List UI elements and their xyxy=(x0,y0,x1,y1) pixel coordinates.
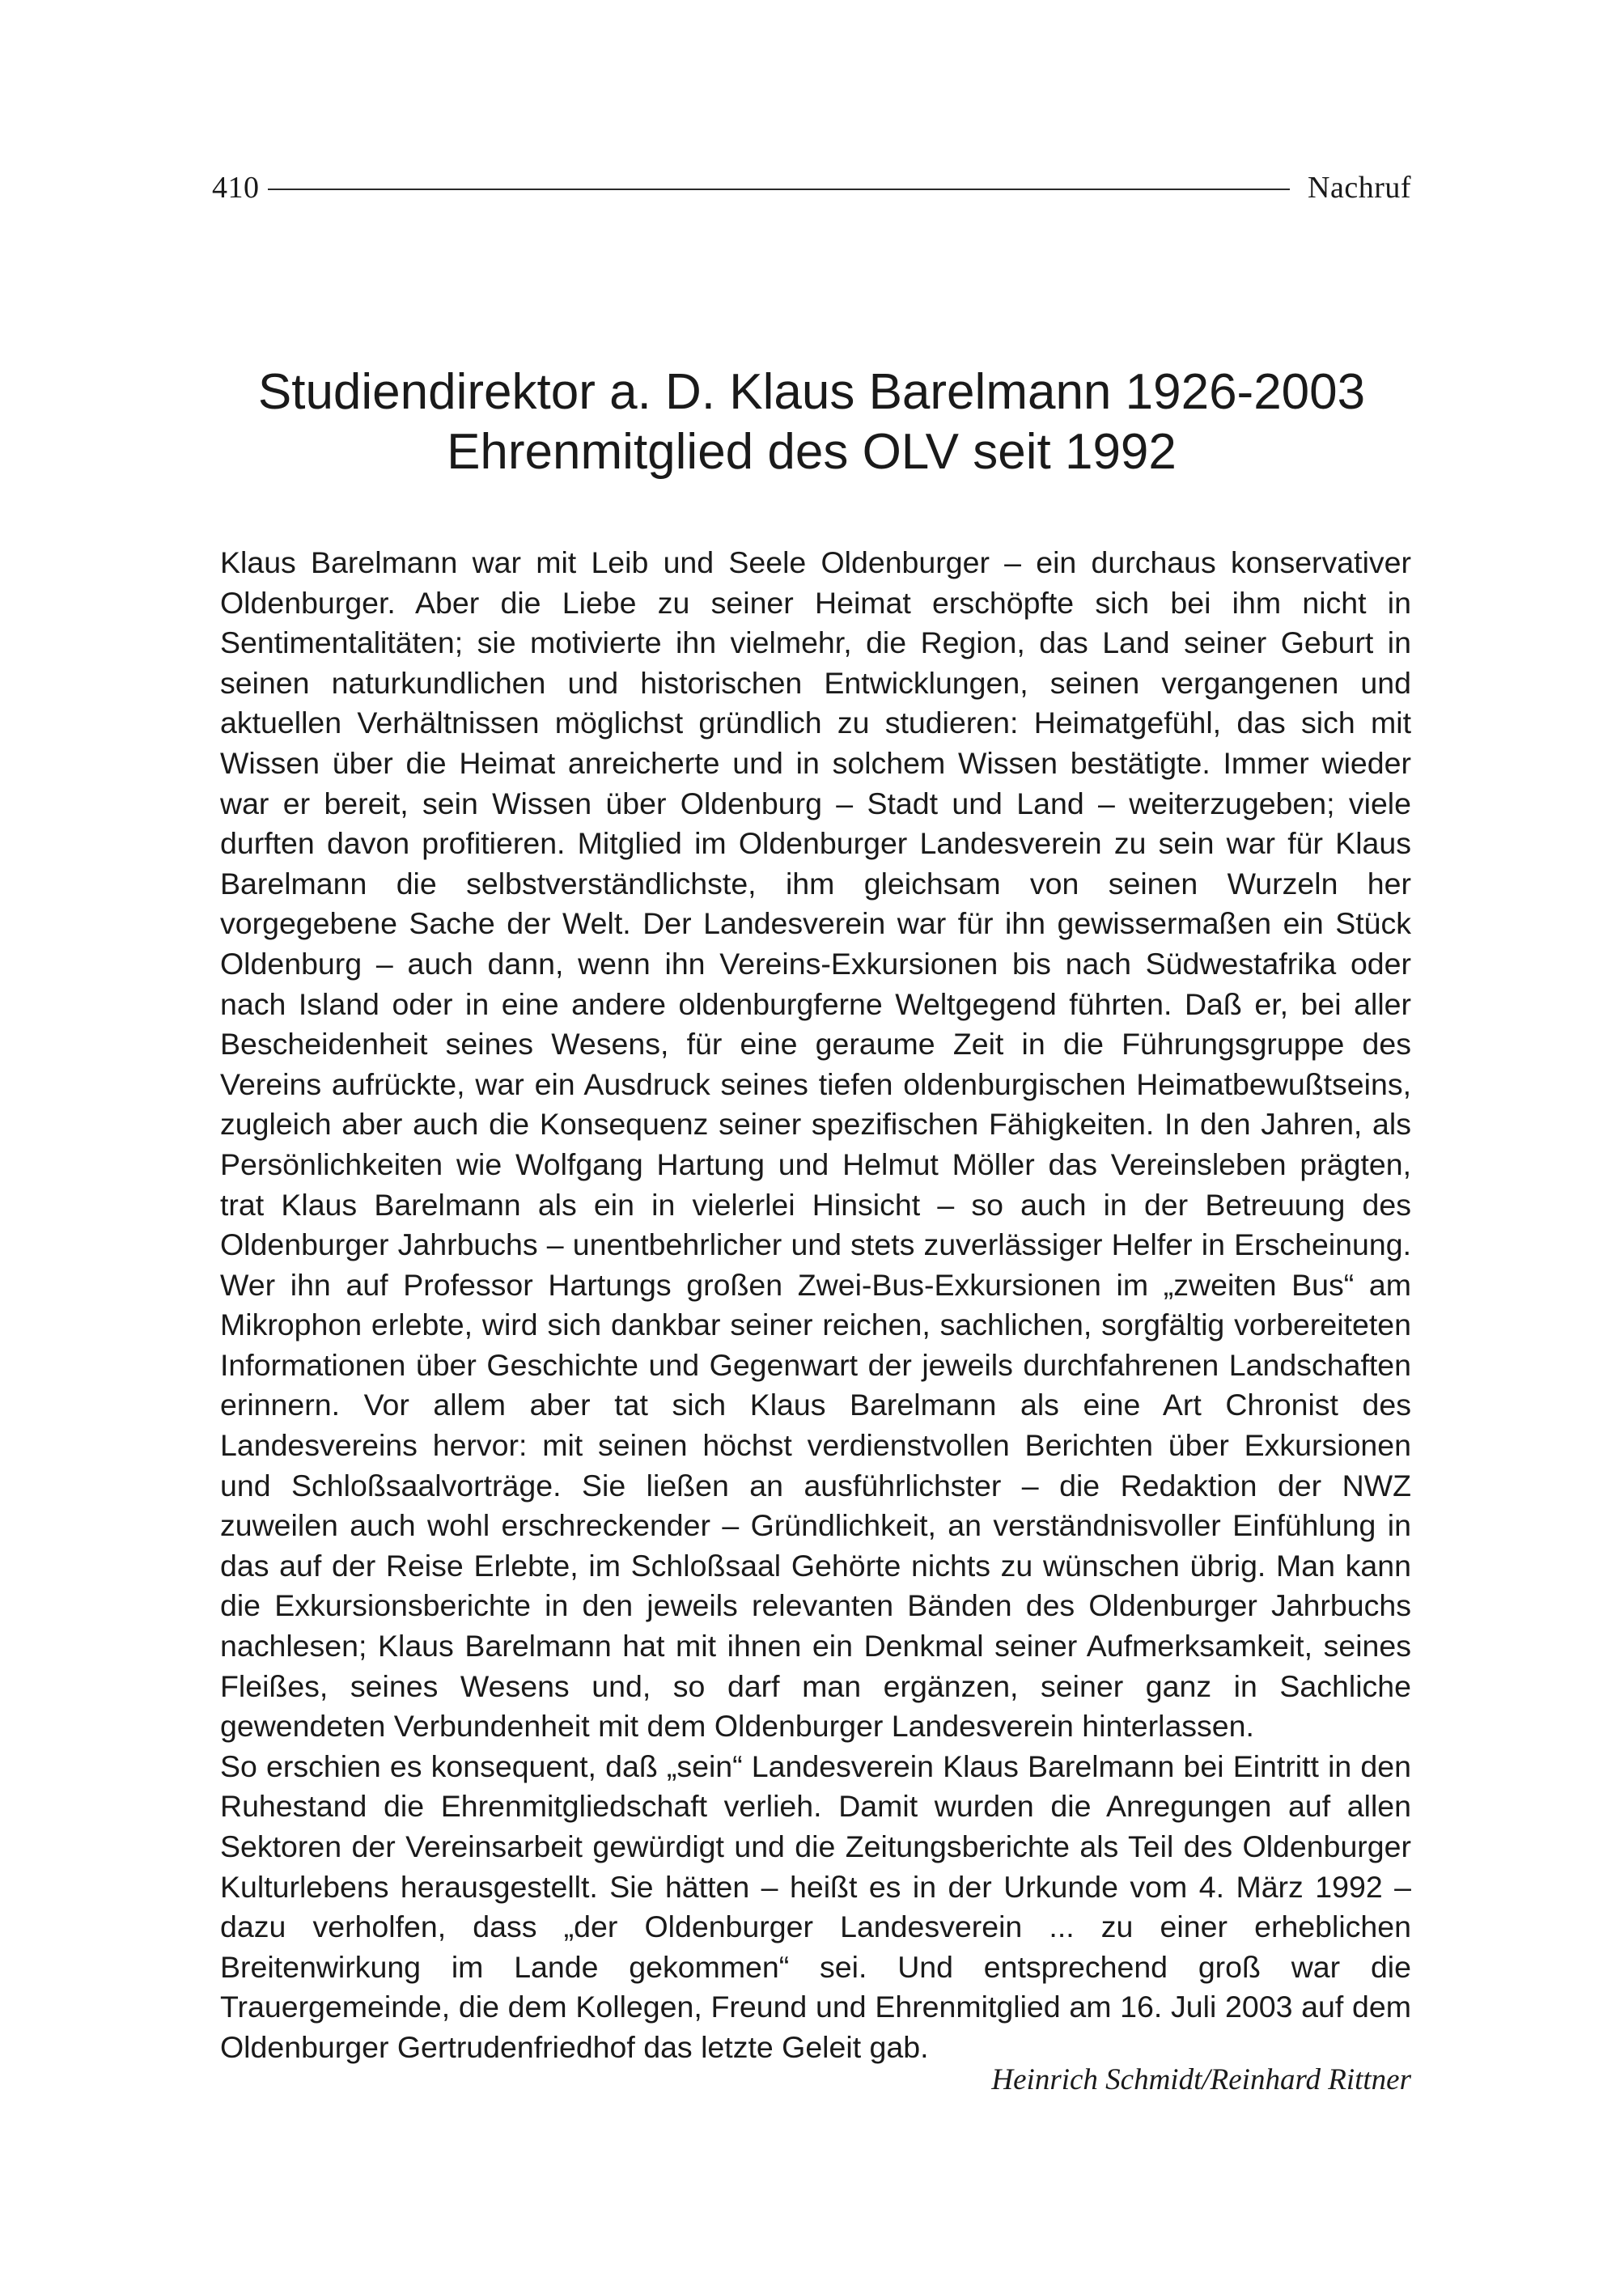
body-paragraph-2: So erschien es konsequent, daß „sein“ Landesverein Klaus Barelmann bei Eintritt in den Ruhestand die Ehrenmitgliedschaft verlieh. Damit wurden die Anregungen auf allen Sektoren der Vereinsarbeit gewürdigt und die Zeitungsberichte als Teil des Oldenburger Kulturlebens herausgestellt. Sie hätten – heißt es in der Urkunde vom 4. März 1992 – dazu verholfen, dass „der Oldenburger Landesverein ... zu einer erheblichen Breitenwirkung im Lande gekommen“ sei. Und entsprechend groß war die Trauergemeinde, die dem Kollegen, Freund und Ehrenmitglied am 16. Juli 2003 auf dem Oldenburger Gertrudenfriedhof das letzte Geleit gab. xyxy=(220,1748,1411,2064)
section-title: Nachruf xyxy=(1308,171,1411,205)
author-signature: Heinrich Schmidt/Reinhard Rittner xyxy=(991,2063,1411,2096)
title-line-2: Ehrenmitglied des OLV seit 1992 xyxy=(447,424,1177,480)
header-rule xyxy=(268,189,1291,190)
title-line-1: Studiendirektor a. D. Klaus Barelmann 1926-2003 xyxy=(257,364,1366,420)
running-head xyxy=(212,165,1411,210)
body-paragraph-1: Klaus Barelmann war mit Leib und Seele Oldenburger – ein durchaus konservativer Oldenburger. Aber die Liebe zu seiner Heimat erschöpfte sich bei ihm nicht in Sentimentalitäten; sie motivierte ihn vielmehr, die Region, das Land seiner Geburt in seinen naturkundlichen und historischen Entwicklungen, seinen vergangenen und aktuellen Verhältnissen möglichst gründlich zu studieren: Heimatgefühl, das sich mit Wissen über die Heimat anreicherte und in solchem Wissen bestätigte. Immer wieder war er bereit, sein Wissen über Oldenburg – Stadt und Land – weiterzugeben; viele durften davon profitieren. Mitglied im Oldenburger Landesverein zu sein war für Klaus Barelmann die selbstverständlichste, ihm gleichsam von seinen Wurzeln her vorgegebene Sache der Welt. Der Landesverein war für ihn gewissermaßen ein Stück Oldenburg – auch dann, wenn ihn Vereins-Exkursionen bis nach Südwestafrika oder nach Island oder in eine andere oldenburgferne Weltgegend führten. Daß er, bei aller Bescheidenheit seines Wesens, für eine geraume Zeit in die Führungsgruppe des Vereins aufrückte, war ein Ausdruck seines tiefen oldenburgischen Heimatbewußtseins, zugleich aber auch die Konsequenz seiner spezifischen Fähigkeiten. In den Jahren, als Persönlichkeiten wie Wolfgang Hartung und Helmut Möller das Vereinsleben prägten, trat Klaus Barelmann als ein in vielerlei Hinsicht – so auch in der Betreuung des Oldenburger Jahrbuchs – unentbehrlicher und stets zuverlässiger Helfer in Erscheinung. Wer ihn auf Professor Hartungs großen Zwei-Bus-Exkursionen im „zweiten Bus“ am Mikrophon erlebte, wird sich dankbar seiner reichen, sachlichen, sorgfältig vorbereiteten Informationen über Geschichte und Gegenwart der jeweils durchfahrenen Landschaften erinnern. Vor allem aber tat sich Klaus Barelmann als eine Art Chronist des Landesvereins hervor: mit seinen höchst verdienstvollen Berichten über Exkursionen und Schloßsaalvorträge. Sie ließen an ausführlichster – die Redaktion der NWZ zuweilen auch wohl erschreckender – Gründlichkeit, an verständnisvoller Einfühlung in das auf der Reise Erlebte, im Schloßsaal Gehörte nichts zu wünschen übrig. Man kann die Exkursionsberichte in den jeweils relevanten Bänden des Oldenburger Jahrbuchs nachlesen; Klaus Barelmann hat mit ihnen ein Denkmal seiner Aufmerksamkeit, seines Fleißes, seines Wesens und, so darf man ergänzen, seiner ganz in Sachliche gewendeten Verbundenheit mit dem Oldenburger Landesverein hinterlassen. xyxy=(220,545,1411,1744)
article-body xyxy=(220,543,1411,2068)
article-title xyxy=(212,362,1411,482)
page-number: 410 xyxy=(212,171,260,205)
